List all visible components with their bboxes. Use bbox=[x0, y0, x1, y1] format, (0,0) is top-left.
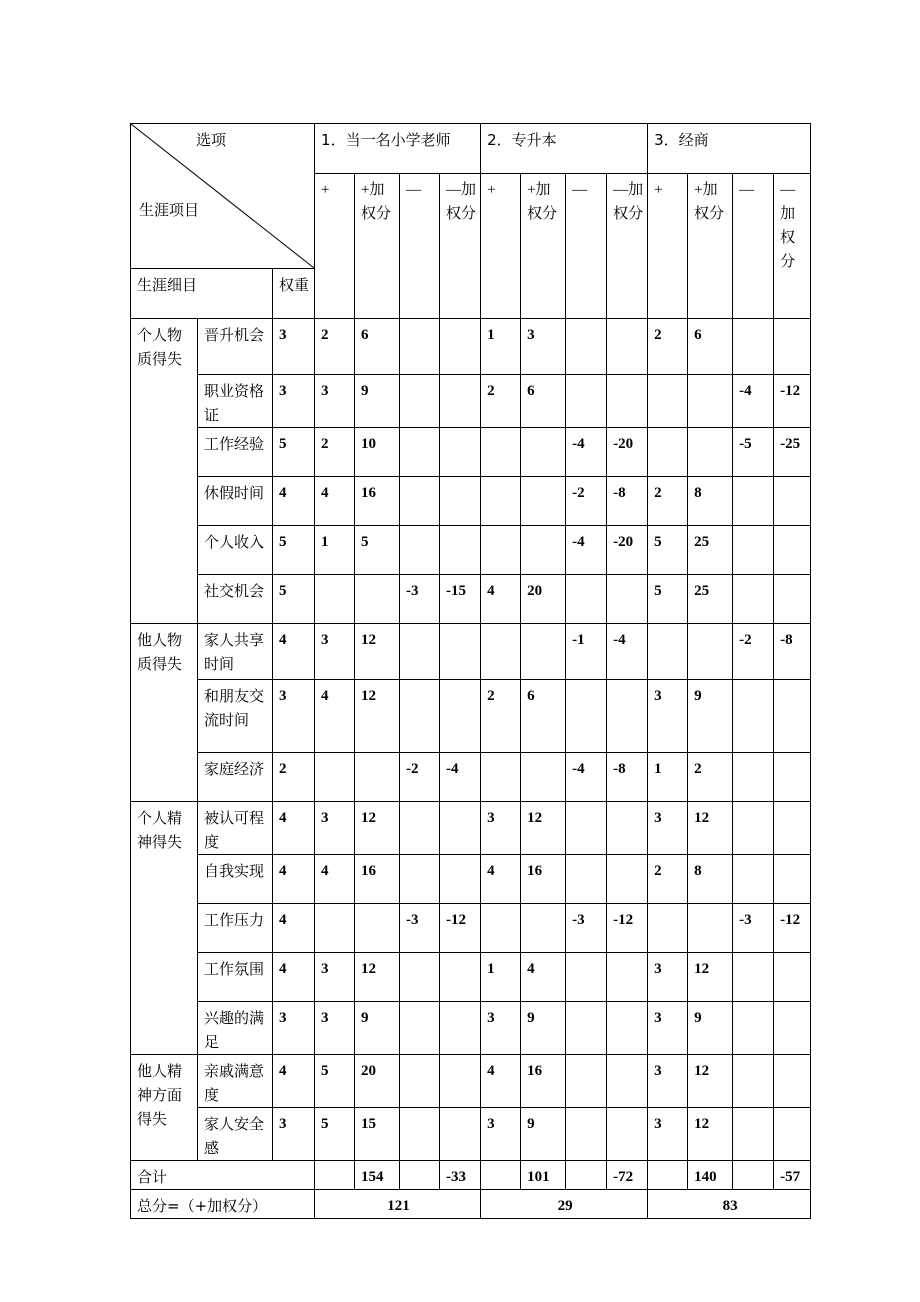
score-cell bbox=[400, 1055, 440, 1108]
score-cell: -20 bbox=[607, 428, 648, 477]
sub-header-minus-weighted: —加权分 bbox=[607, 174, 648, 319]
weight-value: 3 bbox=[273, 1002, 315, 1055]
weight-value: 3 bbox=[273, 680, 315, 753]
score-cell bbox=[355, 904, 400, 953]
score-cell: 3 bbox=[315, 624, 355, 680]
weight-value: 4 bbox=[273, 624, 315, 680]
item-label: 个人收入 bbox=[198, 526, 273, 575]
score-cell: 25 bbox=[688, 526, 733, 575]
score-cell bbox=[400, 375, 440, 428]
score-cell bbox=[315, 753, 355, 802]
score-cell: -12 bbox=[774, 904, 811, 953]
score-cell: 3 bbox=[481, 1002, 521, 1055]
score-cell bbox=[400, 855, 440, 904]
item-label: 亲戚满意度 bbox=[198, 1055, 273, 1108]
item-label: 家人安全感 bbox=[198, 1108, 273, 1161]
score-cell: -3 bbox=[566, 904, 607, 953]
score-cell: 16 bbox=[355, 855, 400, 904]
score-cell: 3 bbox=[648, 1002, 688, 1055]
score-cell: 2 bbox=[648, 855, 688, 904]
score-cell: 16 bbox=[355, 477, 400, 526]
score-cell bbox=[774, 1002, 811, 1055]
score-cell: -5 bbox=[733, 428, 774, 477]
score-cell bbox=[400, 1002, 440, 1055]
career-item-header: 生涯项目 bbox=[139, 201, 200, 219]
score-cell: 2 bbox=[648, 319, 688, 375]
detail-header: 生涯细目 bbox=[131, 269, 273, 319]
option-header-business: 3．经商 bbox=[648, 124, 811, 174]
score-cell: 1 bbox=[648, 753, 688, 802]
score-cell bbox=[440, 953, 481, 1002]
total-cell: 101 bbox=[521, 1161, 566, 1190]
total-cell: -33 bbox=[440, 1161, 481, 1190]
score-upgrade: 29 bbox=[481, 1190, 648, 1219]
score-cell: 2 bbox=[648, 477, 688, 526]
score-cell: 12 bbox=[355, 953, 400, 1002]
score-cell bbox=[400, 477, 440, 526]
score-cell bbox=[481, 477, 521, 526]
score-cell bbox=[774, 753, 811, 802]
score-cell: -15 bbox=[440, 575, 481, 624]
score-cell bbox=[400, 680, 440, 753]
total-cell: -72 bbox=[607, 1161, 648, 1190]
score-cell bbox=[400, 953, 440, 1002]
score-cell bbox=[733, 1055, 774, 1108]
score-cell: 4 bbox=[315, 855, 355, 904]
item-label: 社交机会 bbox=[198, 575, 273, 624]
sub-header-minus: — bbox=[733, 174, 774, 319]
score-cell bbox=[566, 953, 607, 1002]
score-cell: 8 bbox=[688, 855, 733, 904]
score-cell bbox=[440, 526, 481, 575]
score-cell: 9 bbox=[521, 1108, 566, 1161]
score-cell: 3 bbox=[648, 953, 688, 1002]
score-cell: 6 bbox=[688, 319, 733, 375]
total-cell bbox=[648, 1161, 688, 1190]
sub-header-minus-weighted: —加权分 bbox=[774, 174, 811, 319]
score-cell bbox=[440, 375, 481, 428]
score-cell: -12 bbox=[440, 904, 481, 953]
score-cell: 12 bbox=[355, 680, 400, 753]
score-cell bbox=[688, 904, 733, 953]
score-cell bbox=[733, 319, 774, 375]
score-cell: -3 bbox=[400, 904, 440, 953]
sub-header-plus: + bbox=[315, 174, 355, 319]
score-cell bbox=[733, 575, 774, 624]
score-cell: 4 bbox=[315, 477, 355, 526]
score-cell: 2 bbox=[315, 319, 355, 375]
score-cell bbox=[688, 375, 733, 428]
score-cell: 9 bbox=[355, 1002, 400, 1055]
score-cell: -8 bbox=[607, 477, 648, 526]
score-cell bbox=[400, 319, 440, 375]
score-cell bbox=[440, 428, 481, 477]
score-cell bbox=[774, 802, 811, 855]
category-label: 个人精神得失 bbox=[131, 802, 198, 1055]
score-cell bbox=[521, 428, 566, 477]
score-cell bbox=[521, 477, 566, 526]
score-cell bbox=[774, 953, 811, 1002]
score-cell: 15 bbox=[355, 1108, 400, 1161]
score-cell bbox=[733, 680, 774, 753]
score-cell: -8 bbox=[607, 753, 648, 802]
score-cell bbox=[566, 319, 607, 375]
score-cell: 12 bbox=[355, 624, 400, 680]
score-cell: 6 bbox=[521, 375, 566, 428]
weight-value: 4 bbox=[273, 1055, 315, 1108]
weight-value: 5 bbox=[273, 428, 315, 477]
option-header-upgrade: 2．专升本 bbox=[481, 124, 648, 174]
score-cell bbox=[733, 477, 774, 526]
score-cell: -1 bbox=[566, 624, 607, 680]
score-cell bbox=[566, 375, 607, 428]
score-cell bbox=[607, 319, 648, 375]
item-label: 和朋友交流时间 bbox=[198, 680, 273, 753]
score-cell: 3 bbox=[648, 1055, 688, 1108]
score-cell bbox=[566, 802, 607, 855]
score-cell: 9 bbox=[688, 680, 733, 753]
sub-header-plus-weighted: +加权分 bbox=[521, 174, 566, 319]
score-cell bbox=[521, 904, 566, 953]
score-cell bbox=[607, 953, 648, 1002]
item-label: 工作氛围 bbox=[198, 953, 273, 1002]
score-cell: -4 bbox=[566, 526, 607, 575]
sub-header-minus: — bbox=[566, 174, 607, 319]
score-cell: 3 bbox=[648, 680, 688, 753]
score-cell: 5 bbox=[648, 575, 688, 624]
score-cell: 10 bbox=[355, 428, 400, 477]
score-cell bbox=[521, 753, 566, 802]
score-cell: -12 bbox=[607, 904, 648, 953]
score-cell: 3 bbox=[315, 953, 355, 1002]
score-cell bbox=[440, 680, 481, 753]
score-cell: 12 bbox=[688, 1055, 733, 1108]
score-cell bbox=[521, 526, 566, 575]
item-label: 职业资格证 bbox=[198, 375, 273, 428]
total-label: 合计 bbox=[131, 1161, 315, 1190]
score-cell bbox=[648, 624, 688, 680]
score-cell: -4 bbox=[733, 375, 774, 428]
score-cell bbox=[607, 1108, 648, 1161]
score-cell: 2 bbox=[315, 428, 355, 477]
item-label: 被认可程度 bbox=[198, 802, 273, 855]
score-cell: -3 bbox=[400, 575, 440, 624]
score-label: 总分=（+加权分） bbox=[131, 1190, 315, 1219]
score-business: 83 bbox=[648, 1190, 811, 1219]
score-cell: 5 bbox=[315, 1055, 355, 1108]
score-cell: 6 bbox=[521, 680, 566, 753]
score-cell bbox=[440, 855, 481, 904]
total-cell: 140 bbox=[688, 1161, 733, 1190]
weight-value: 4 bbox=[273, 802, 315, 855]
score-cell: -2 bbox=[733, 624, 774, 680]
score-cell bbox=[688, 624, 733, 680]
score-cell: 8 bbox=[688, 477, 733, 526]
score-cell: 1 bbox=[481, 319, 521, 375]
score-cell: 16 bbox=[521, 1055, 566, 1108]
score-cell bbox=[607, 375, 648, 428]
score-cell bbox=[440, 477, 481, 526]
score-teacher: 121 bbox=[315, 1190, 481, 1219]
score-cell bbox=[440, 319, 481, 375]
item-label: 休假时间 bbox=[198, 477, 273, 526]
score-cell: -2 bbox=[400, 753, 440, 802]
category-label: 他人精神方面得失 bbox=[131, 1055, 198, 1161]
score-cell bbox=[566, 1002, 607, 1055]
score-cell bbox=[440, 1108, 481, 1161]
total-cell bbox=[315, 1161, 355, 1190]
weight-value: 3 bbox=[273, 319, 315, 375]
score-cell bbox=[733, 953, 774, 1002]
score-cell: 12 bbox=[521, 802, 566, 855]
score-cell: 4 bbox=[521, 953, 566, 1002]
weight-value: 5 bbox=[273, 575, 315, 624]
item-label: 家人共享时间 bbox=[198, 624, 273, 680]
score-cell bbox=[774, 1055, 811, 1108]
score-cell bbox=[607, 680, 648, 753]
score-cell: 6 bbox=[355, 319, 400, 375]
sub-header-plus: + bbox=[648, 174, 688, 319]
score-cell: 12 bbox=[355, 802, 400, 855]
weight-value: 3 bbox=[273, 1108, 315, 1161]
score-cell: 3 bbox=[521, 319, 566, 375]
score-cell bbox=[648, 428, 688, 477]
score-cell bbox=[566, 855, 607, 904]
weight-value: 4 bbox=[273, 953, 315, 1002]
category-label: 他人物质得失 bbox=[131, 624, 198, 802]
score-cell bbox=[400, 802, 440, 855]
score-cell: 12 bbox=[688, 953, 733, 1002]
score-cell bbox=[774, 855, 811, 904]
weight-value: 3 bbox=[273, 375, 315, 428]
options-header: 选项 bbox=[196, 131, 227, 149]
score-cell bbox=[607, 575, 648, 624]
score-cell bbox=[315, 575, 355, 624]
score-cell bbox=[400, 1108, 440, 1161]
score-cell bbox=[521, 624, 566, 680]
score-cell bbox=[774, 477, 811, 526]
score-cell bbox=[733, 1108, 774, 1161]
total-cell: 154 bbox=[355, 1161, 400, 1190]
score-cell bbox=[400, 526, 440, 575]
score-cell bbox=[481, 624, 521, 680]
score-cell bbox=[607, 855, 648, 904]
weight-value: 4 bbox=[273, 904, 315, 953]
score-cell: 16 bbox=[521, 855, 566, 904]
score-cell bbox=[774, 680, 811, 753]
score-cell: -20 bbox=[607, 526, 648, 575]
score-cell: -12 bbox=[774, 375, 811, 428]
score-cell bbox=[648, 904, 688, 953]
score-cell: 2 bbox=[688, 753, 733, 802]
option-header-teacher: 1．当一名小学老师 bbox=[315, 124, 481, 174]
score-cell: 5 bbox=[648, 526, 688, 575]
score-cell: -3 bbox=[733, 904, 774, 953]
score-cell bbox=[607, 1055, 648, 1108]
score-cell: 3 bbox=[315, 1002, 355, 1055]
score-cell bbox=[440, 802, 481, 855]
score-cell: 2 bbox=[481, 680, 521, 753]
item-label: 家庭经济 bbox=[198, 753, 273, 802]
score-cell bbox=[481, 526, 521, 575]
total-cell bbox=[400, 1161, 440, 1190]
score-cell bbox=[733, 1002, 774, 1055]
score-cell: 4 bbox=[481, 1055, 521, 1108]
score-cell: 12 bbox=[688, 802, 733, 855]
score-cell: -25 bbox=[774, 428, 811, 477]
weight-value: 4 bbox=[273, 855, 315, 904]
weight-header: 权重 bbox=[273, 269, 315, 319]
score-cell bbox=[400, 624, 440, 680]
weight-value: 4 bbox=[273, 477, 315, 526]
score-cell bbox=[355, 575, 400, 624]
total-cell bbox=[481, 1161, 521, 1190]
score-cell: -8 bbox=[774, 624, 811, 680]
sub-header-plus-weighted: +加权分 bbox=[688, 174, 733, 319]
score-cell: 2 bbox=[481, 375, 521, 428]
total-cell bbox=[733, 1161, 774, 1190]
career-decision-matrix bbox=[130, 123, 811, 1219]
score-cell: 25 bbox=[688, 575, 733, 624]
score-cell bbox=[733, 855, 774, 904]
score-cell: 4 bbox=[315, 680, 355, 753]
sub-header-plus: + bbox=[481, 174, 521, 319]
score-cell: 3 bbox=[481, 1108, 521, 1161]
score-cell: -4 bbox=[607, 624, 648, 680]
score-cell: 20 bbox=[355, 1055, 400, 1108]
score-cell bbox=[688, 428, 733, 477]
diagonal-header-cell bbox=[131, 124, 315, 269]
score-cell: 9 bbox=[521, 1002, 566, 1055]
score-cell: 5 bbox=[315, 1108, 355, 1161]
score-cell bbox=[481, 753, 521, 802]
weight-value: 5 bbox=[273, 526, 315, 575]
score-cell bbox=[355, 753, 400, 802]
category-label: 个人物质得失 bbox=[131, 319, 198, 624]
score-cell: -4 bbox=[566, 753, 607, 802]
score-cell: 9 bbox=[355, 375, 400, 428]
score-cell bbox=[566, 575, 607, 624]
score-cell: 3 bbox=[648, 1108, 688, 1161]
score-cell: 3 bbox=[315, 802, 355, 855]
score-cell: 4 bbox=[481, 575, 521, 624]
score-cell: -4 bbox=[440, 753, 481, 802]
score-cell bbox=[566, 1055, 607, 1108]
weight-value: 2 bbox=[273, 753, 315, 802]
score-cell bbox=[440, 1002, 481, 1055]
score-cell bbox=[481, 428, 521, 477]
sub-header-minus: — bbox=[400, 174, 440, 319]
score-cell bbox=[733, 802, 774, 855]
score-cell bbox=[440, 624, 481, 680]
score-cell bbox=[481, 904, 521, 953]
total-cell: -57 bbox=[774, 1161, 811, 1190]
score-cell: 3 bbox=[648, 802, 688, 855]
score-cell bbox=[733, 753, 774, 802]
item-label: 兴趣的满足 bbox=[198, 1002, 273, 1055]
score-cell: -4 bbox=[566, 428, 607, 477]
score-cell bbox=[648, 375, 688, 428]
score-cell bbox=[607, 1002, 648, 1055]
score-cell bbox=[400, 428, 440, 477]
score-cell: 4 bbox=[481, 855, 521, 904]
sub-header-plus-weighted: +加权分 bbox=[355, 174, 400, 319]
sub-header-minus-weighted: —加权分 bbox=[440, 174, 481, 319]
score-cell: 1 bbox=[481, 953, 521, 1002]
score-cell bbox=[566, 680, 607, 753]
score-cell bbox=[774, 526, 811, 575]
score-cell: 3 bbox=[481, 802, 521, 855]
score-cell bbox=[774, 1108, 811, 1161]
item-label: 工作经验 bbox=[198, 428, 273, 477]
score-cell: 3 bbox=[315, 375, 355, 428]
item-label: 晋升机会 bbox=[198, 319, 273, 375]
score-cell: 5 bbox=[355, 526, 400, 575]
total-cell bbox=[566, 1161, 607, 1190]
score-cell bbox=[315, 904, 355, 953]
score-cell bbox=[733, 526, 774, 575]
score-cell bbox=[566, 1108, 607, 1161]
score-cell bbox=[774, 319, 811, 375]
score-cell: 20 bbox=[521, 575, 566, 624]
score-cell: -2 bbox=[566, 477, 607, 526]
score-cell: 1 bbox=[315, 526, 355, 575]
score-cell bbox=[440, 1055, 481, 1108]
item-label: 工作压力 bbox=[198, 904, 273, 953]
score-cell: 12 bbox=[688, 1108, 733, 1161]
item-label: 自我实现 bbox=[198, 855, 273, 904]
score-cell: 9 bbox=[688, 1002, 733, 1055]
score-cell bbox=[607, 802, 648, 855]
score-cell bbox=[774, 575, 811, 624]
